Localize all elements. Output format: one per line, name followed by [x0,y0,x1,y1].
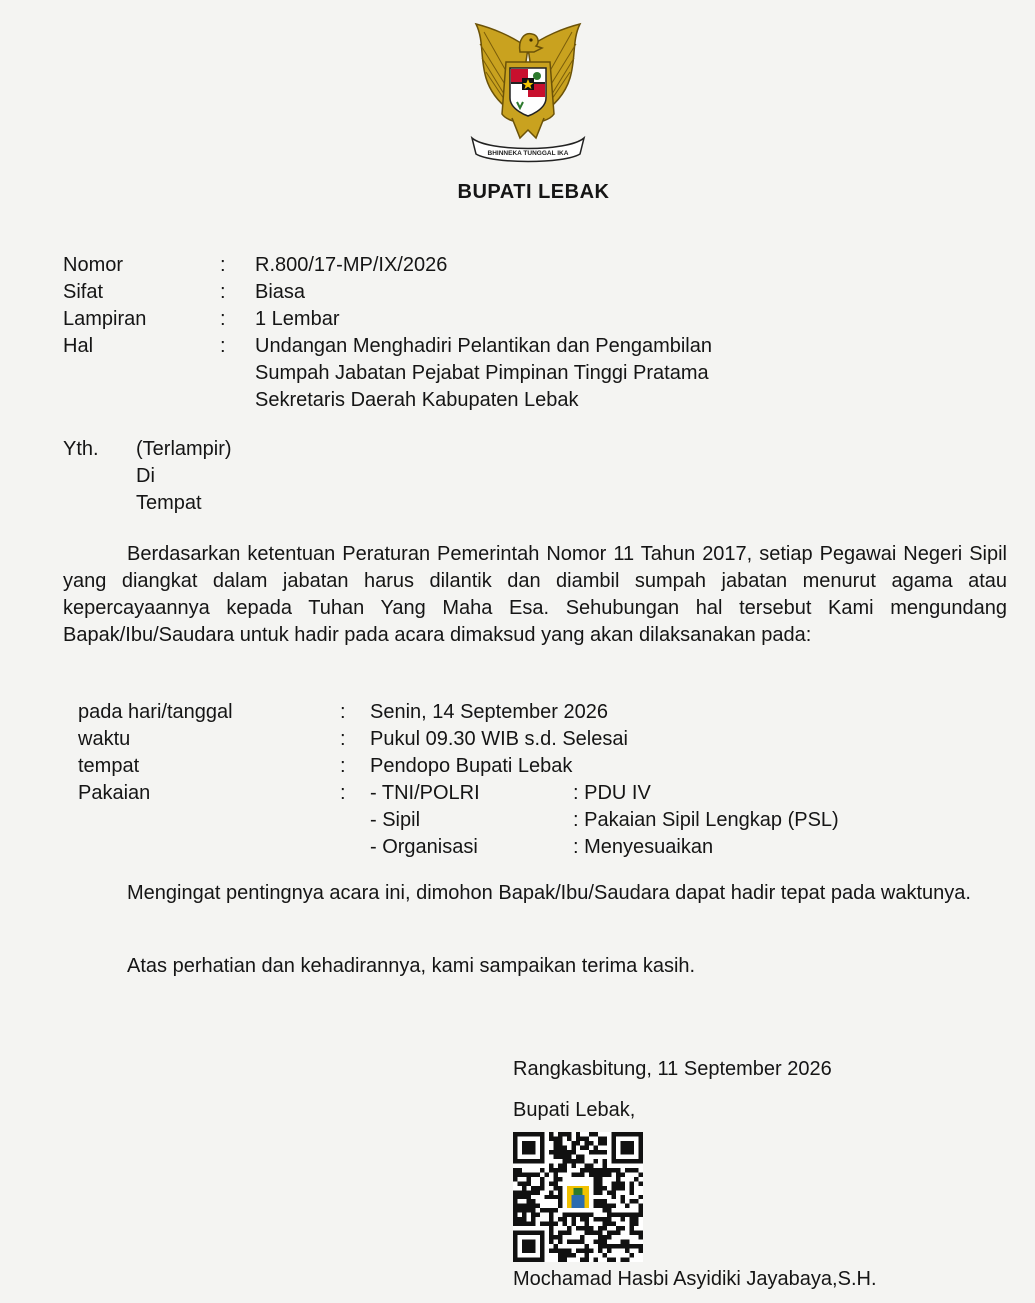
attire-item: - Sipil : Pakaian Sipil Lengkap (PSL) [370,809,839,831]
meta-row-lampiran: Lampiran : 1 Lembar [63,308,340,330]
event-details [78,699,890,861]
thanks-paragraph: Atas perhatian dan kehadirannya, kami sampaikan terima kasih. [127,955,696,977]
letter-meta [63,252,815,414]
recipient-address [63,436,232,517]
closing-paragraph: Mengingat pentingnya acara ini, dimohon Bapak/Ibu/Saudara dapat hadir tepat pada waktunya. [127,882,971,904]
address-prefix: Yth. [63,438,99,460]
meta-row-nomor: Nomor : R.800/17-MP/IX/2026 [63,254,448,276]
emblem-motto: BHINNEKA TUNGGAL IKA [487,150,569,157]
address-line: Tempat [136,492,202,514]
intro-paragraph: Berdasarkan ketentuan Peraturan Pemerintah Nomor 11 Tahun 2017, setiap Pegawai Negeri Sipil yang diangkat dalam jabatan harus dilantik dan diambil sumpah jabatan menurut agama atau kepercayaannya kepada Tuhan Yang Maha Esa. Sehubungan hal tersebut Kami mengundang Bapak/Ibu/Saudara untuk hadir pada acara dimaksud yang akan dilaksanakan pada: [63,543,1007,646]
letter-heading: BUPATI LEBAK [457,181,610,203]
signature-position: Bupati Lebak, [513,1099,636,1121]
detail-row-attire: Pakaian : - TNI/POLRI : PDU IV - Sipil : Pakaian Sipil Lengkap (PSL) - Organisasi : Menyesuaikan [78,780,890,861]
detail-row-place: tempat : Pendopo Bupati Lebak [78,755,573,777]
address-line: (Terlampir) [136,438,232,460]
qr-code-icon [513,1132,643,1262]
signature-place-date: Rangkasbitung, 11 September 2026 [513,1058,832,1080]
meta-row-sifat: Sifat : Biasa [63,281,306,303]
subject-text: Undangan Menghadiri Pelantikan dan Pengambilan Sumpah Jabatan Pejabat Pimpinan Tinggi Pratama Sekretaris Daerah Kabupaten Lebak [255,335,712,411]
detail-row-date: pada hari/tanggal : Senin, 14 September 2026 [78,701,608,723]
attire-item: - Organisasi : Menyesuaikan [370,836,714,858]
attire-list [370,780,890,861]
detail-row-time: waktu : Pukul 09.30 WIB s.d. Selesai [78,728,628,750]
meta-row-hal: Hal : Undangan Menghadiri Pelantikan dan Pengambilan Sumpah Jabatan Pejabat Pimpinan Tinggi Pratama Sekretaris Daerah Kabupaten Lebak [63,333,815,414]
address-line: Di [136,465,155,487]
attire-item: - TNI/POLRI : PDU IV [370,782,651,804]
garuda-emblem-icon [462,18,594,164]
signatory-name: Mochamad Hasbi Asyidiki Jayabaya,S.H. [513,1268,877,1290]
